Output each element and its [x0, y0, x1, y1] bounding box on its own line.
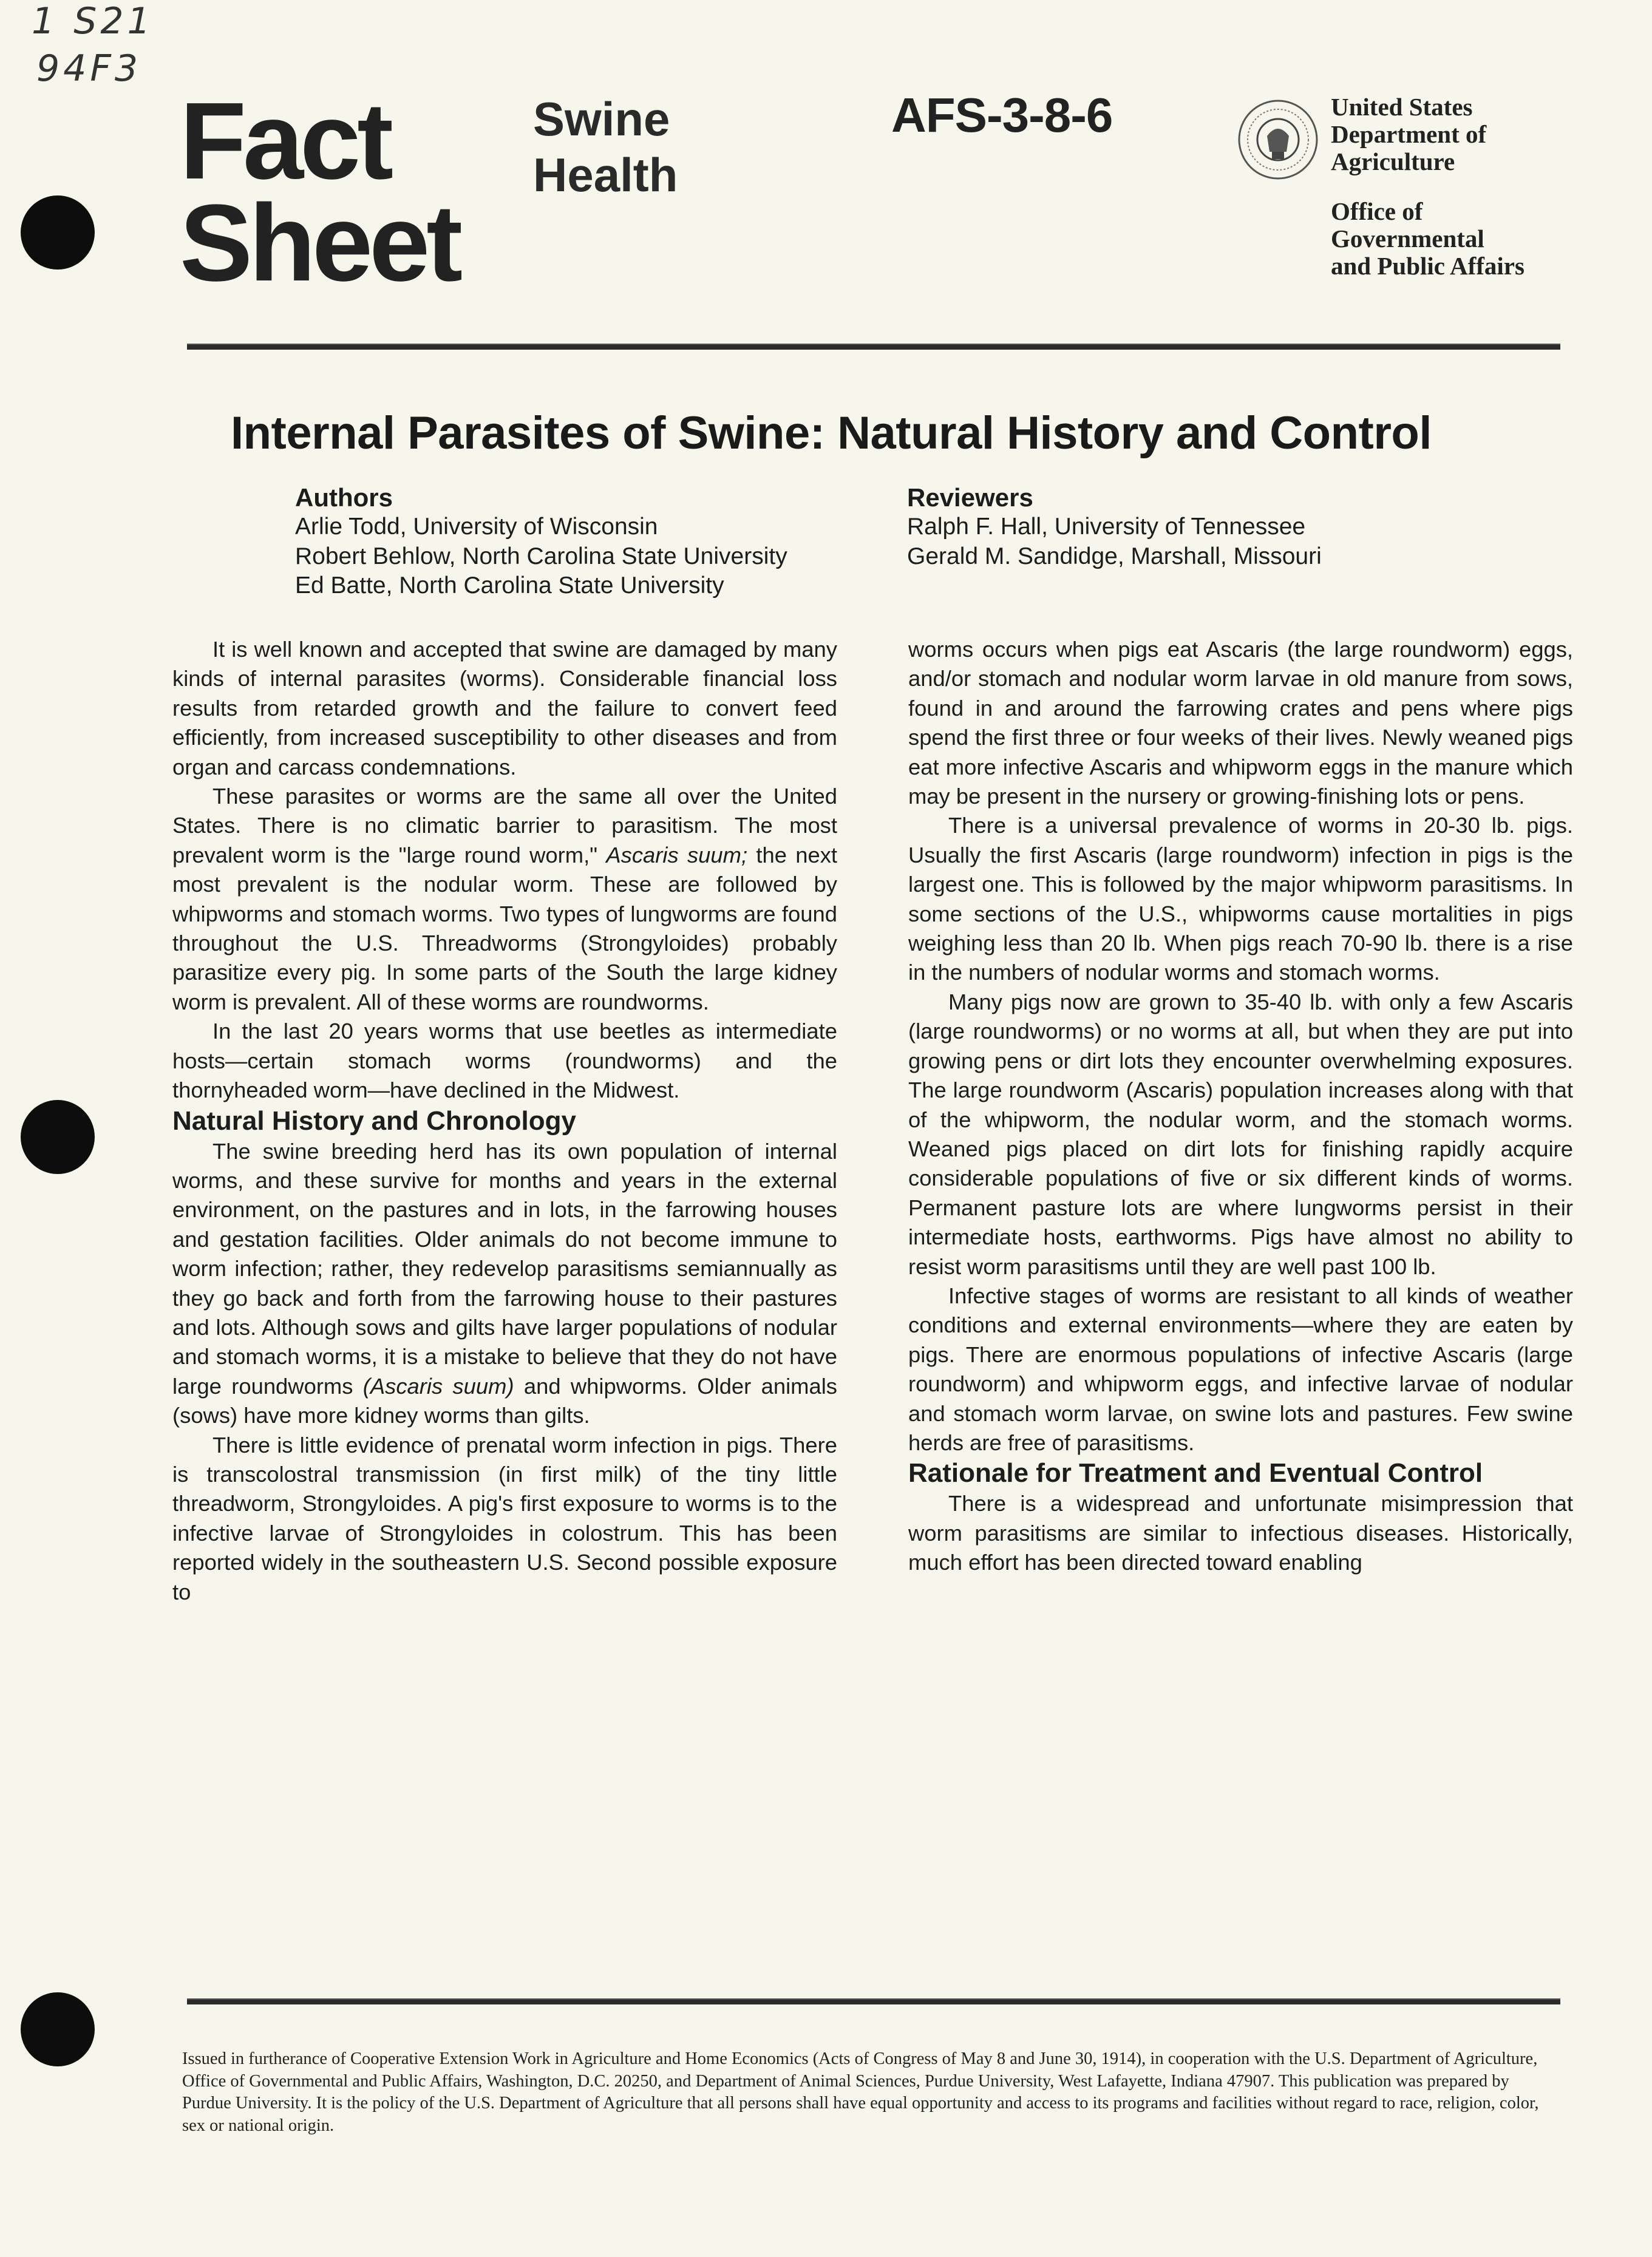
- paragraph: It is well known and accepted that swine are damaged by many kinds of internal parasites (worms). Considerable financial loss results from retarded growth and the failure to convert feed efficiently, from increased susceptibility to other diseases and from organ and carcass condemnations.: [172, 637, 837, 779]
- paragraph: Many pigs now are grown to 35-40 lb. with only a few Ascaris (large roundworms) or no worms at all, but when they are put into growing pens or dirt lots they encounter overwhelming exposures. The large roundworm (Ascaris) population increases along with that of the whipworm, the nodular worm, and the stomach worms. Weaned pigs placed on dirt lots for finishing rapidly acquire considerable populations of five or six different kinds of worms. Permanent pasture lots are where lungworms persist in their intermediate hosts, earthworms. Pigs have almost no ability to resist worm parasitisms until they are well past 100 lb.: [908, 989, 1573, 1279]
- binder-hole-bottom: [21, 1992, 95, 2066]
- paragraph: The swine breeding herd has its own population of internal worms, and these survive for months and years in the external environment, on the pastures and in lots, in the farrowing houses and gestation facilities. Older animals do not become immune to worm infection; rather, they redevelop parasitisms semiannually as they go back and forth from the farrowing house to their pastures and lots. Although sows and gilts have larger populations of nodular and stomach worms, it is a mistake to believe that they do not have large roundworms (Ascaris suum) and whipworms. Older animals (sows) have more kidney worms than gilts.: [172, 1138, 837, 1428]
- handwritten-note-line2: 94F3: [36, 47, 142, 90]
- agency-line1: United States: [1331, 93, 1473, 121]
- reviewers-heading: Reviewers: [907, 483, 1033, 512]
- paragraph: There is little evidence of prenatal worm infection in pigs. There is transcolostral transmission (in first milk) of the tiny little threadworm, Strongyloides. A pig's first exposure to worms is to the infective larvae of Strongyloides in colostrum. This has been reported widely in the southeastern U.S. Second possible exposure to: [172, 1432, 837, 1604]
- masthead-sheet: Sheet: [180, 182, 460, 304]
- usda-seal-icon: [1236, 97, 1321, 182]
- section-heading: Natural History and Chronology: [172, 1105, 576, 1136]
- author-3: Ed Batte, North Carolina State University: [295, 572, 724, 599]
- author-2: Robert Behlow, North Carolina State University: [295, 543, 787, 569]
- reviewer-1: Ralph F. Hall, University of Tennessee: [907, 514, 1306, 540]
- topic-line1: Swine: [533, 92, 670, 146]
- binder-hole-top: [21, 195, 95, 270]
- header-rule: [187, 344, 1560, 350]
- right-column: [908, 635, 1573, 1578]
- office-line1: Office of: [1331, 197, 1423, 225]
- handwritten-note-line1: 1 S21: [32, 0, 154, 42]
- paragraph: There is a universal prevalence of worms in 20-30 lb. pigs. Usually the first Ascaris (large roundworm) infection in pigs is the largest one. This is followed by the major whipworm parasitisms. In some sections of the U.S., whipworms cause mortalities in pigs weighing less than 20 lb. When pigs reach 70-90 lb. there is a rise in the numbers of nodular worms and stomach worms.: [908, 813, 1573, 985]
- footer-notice: Issued in furtherance of Cooperative Extension Work in Agriculture and Home Economics (Acts of Congress of May 8 and June 30, 1914), in cooperation with the U.S. Department of Agriculture, Office of Governmental and Public Affairs, Washington, D.C. 20250, and Department of Animal Sciences, Purdue University, West Lafayette, Indiana 47907. This publication was prepared by Purdue University. It is the policy of the U.S. Department of Agriculture that all persons shall have equal opportunity and access to its programs and facilities without regard to race, religion, color, sex or national origin.: [182, 2049, 1539, 2135]
- paragraph: These parasites or worms are the same all over the United States. There is no climatic barrier to parasitism. The most prevalent worm is the "large round worm," Ascaris suum; the next most prevalent is the nodular worm. These are followed by whipworms and stomach worms. Two types of lungworms are found throughout the U.S. Threadworms (Strongyloides) probably parasitize every pig. In some parts of the South the large kidney worm is prevalent. All of these worms are roundworms.: [172, 784, 838, 1014]
- paragraph: In the last 20 years worms that use beetles as intermediate hosts—certain stomach worms (roundworms) and the thornyheaded worm—have declined in the Midwest.: [172, 1019, 837, 1103]
- paragraph: worms occurs when pigs eat Ascaris (the large roundworm) eggs, and/or stomach and nodular worm larvae in old manure from sows, found in and around the farrowing crates and pens where pigs spend the first three or four weeks of their lives. Newly weaned pigs eat more infective Ascaris and whipworm eggs in the manure which may be present in the nursery or growing-finishing lots or pens.: [908, 637, 1573, 809]
- agency-line2: Department of: [1331, 120, 1487, 148]
- topic-line2: Health: [533, 148, 678, 202]
- author-1: Arlie Todd, University of Wisconsin: [295, 514, 658, 540]
- paragraph: Infective stages of worms are resistant to all kinds of weather conditions and external environments—where they are eaten by pigs. There are enormous populations of infective Ascaris (large roundworm) and whipworm eggs, and infective larvae of nodular and stomach worm larvae, on swine lots and pastures. Few swine herds are free of parasitisms.: [908, 1283, 1573, 1455]
- authors-heading: Authors: [295, 483, 393, 512]
- office-line2: Governmental: [1331, 225, 1484, 253]
- office-line3: and Public Affairs: [1331, 252, 1525, 280]
- reviewer-2: Gerald M. Sandidge, Marshall, Missouri: [907, 543, 1322, 569]
- masthead-fact: Fact: [180, 80, 390, 202]
- paragraph: There is a widespread and unfortunate misimpression that worm parasitisms are similar to infectious diseases. Historically, much effort has been directed toward enabling: [908, 1491, 1573, 1575]
- document-title: Internal Parasites of Swine: Natural History and Control: [231, 407, 1432, 459]
- left-column: [172, 635, 837, 1607]
- section-heading: Rationale for Treatment and Eventual Control: [908, 1458, 1483, 1488]
- footer-rule: [187, 1998, 1560, 2004]
- publication-code: AFS-3-8-6: [891, 88, 1113, 142]
- agency-line3: Agriculture: [1331, 148, 1455, 175]
- binder-hole-middle: [21, 1100, 95, 1174]
